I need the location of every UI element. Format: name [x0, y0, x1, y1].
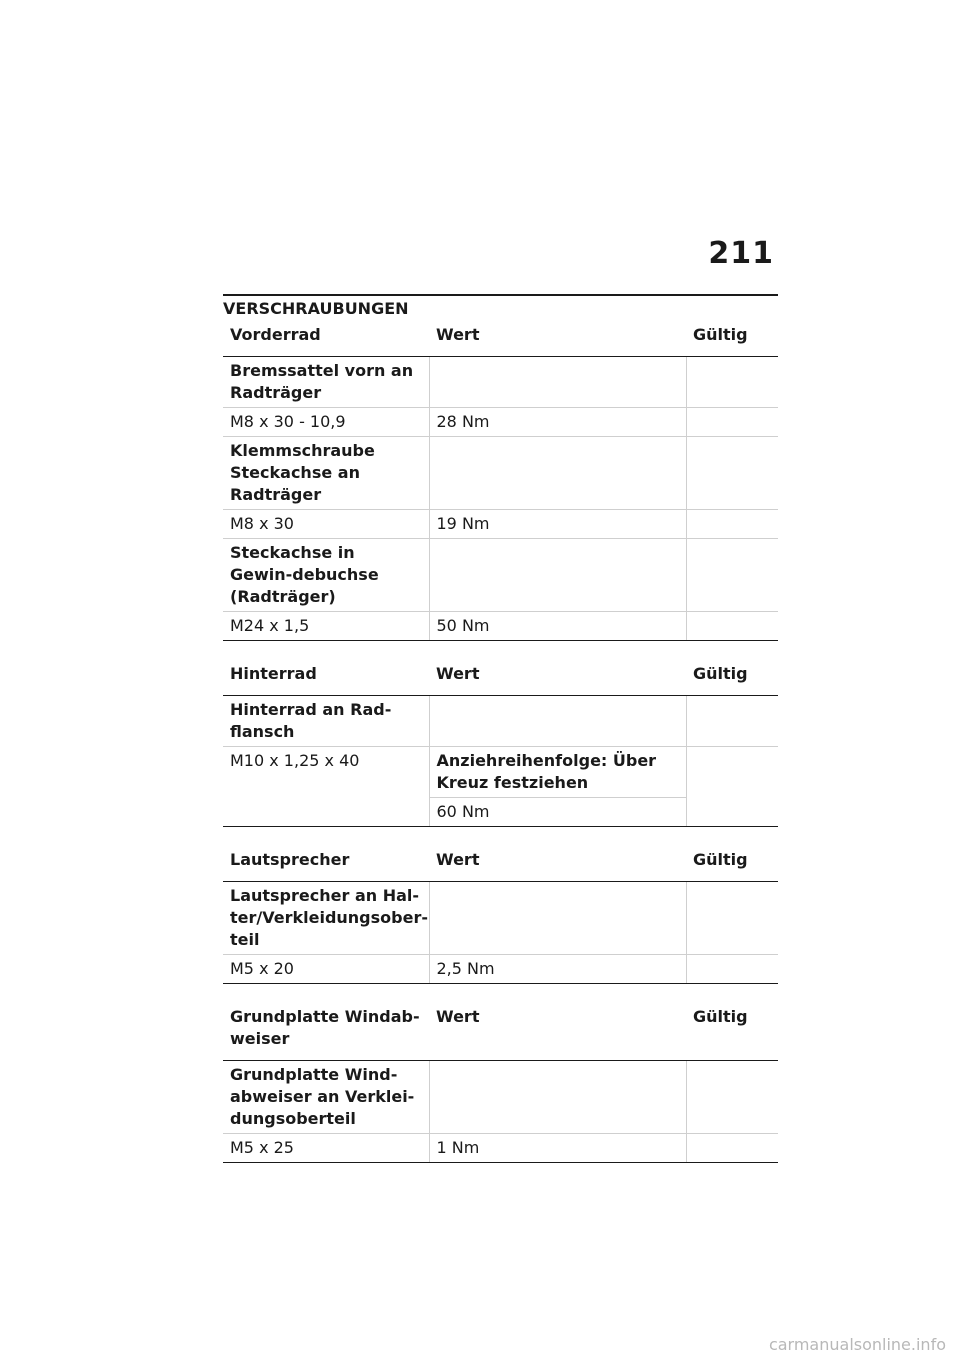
component-cell: Steckachse in Gewin-debuchse (Radträger) — [223, 539, 429, 612]
header-valid: Gültig — [686, 318, 778, 357]
value-cell — [429, 696, 686, 747]
component-cell: Bremssattel vorn an Radträger — [223, 357, 429, 408]
spec-cell: M8 x 30 - 10,9 — [223, 408, 429, 437]
table-row — [223, 437, 778, 510]
torque-tables — [223, 318, 778, 1163]
valid-cell — [686, 408, 778, 437]
component-cell: Grundplatte Wind-abweiser an Verklei-dungsoberteil — [223, 1061, 429, 1134]
valid-cell — [686, 696, 778, 747]
valid-cell — [686, 612, 778, 641]
table-row — [223, 882, 778, 955]
value-cell — [429, 357, 686, 408]
spec-cell: M5 x 25 — [223, 1134, 429, 1163]
value-cell — [429, 437, 686, 510]
table-row — [223, 696, 778, 747]
valid-cell — [686, 747, 778, 827]
value-cell: 1 Nm — [429, 1134, 686, 1163]
table-hinterrad — [223, 657, 778, 827]
value-cell: 2,5 Nm — [429, 955, 686, 984]
component-cell: Klemmschraube Steckachse an Radträger — [223, 437, 429, 510]
value-cell: 19 Nm — [429, 510, 686, 539]
table-row — [223, 612, 778, 641]
header-component: Grundplatte Windab-weiser — [223, 1000, 429, 1061]
value-cell: 60 Nm — [429, 798, 686, 827]
header-component: Lautsprecher — [223, 843, 429, 882]
table-vorderrad — [223, 318, 778, 641]
header-valid: Gültig — [686, 657, 778, 696]
component-cell: Hinterrad an Rad-flansch — [223, 696, 429, 747]
table-header-row — [223, 1000, 778, 1061]
table-lautsprecher — [223, 843, 778, 984]
table-header-row — [223, 318, 778, 357]
header-valid: Gültig — [686, 843, 778, 882]
header-value: Wert — [429, 1000, 686, 1061]
header-value: Wert — [429, 318, 686, 357]
value-cell — [429, 539, 686, 612]
valid-cell — [686, 1061, 778, 1134]
spec-cell: M10 x 1,25 x 40 — [223, 747, 429, 827]
table-row — [223, 1061, 778, 1134]
table-row — [223, 955, 778, 984]
valid-cell — [686, 437, 778, 510]
table-row — [223, 357, 778, 408]
component-cell: Lautsprecher an Hal-ter/Verkleidungsober-teil — [223, 882, 429, 955]
table-row — [223, 1134, 778, 1163]
valid-cell — [686, 955, 778, 984]
table-row — [223, 510, 778, 539]
table-row — [223, 747, 778, 798]
valid-cell — [686, 357, 778, 408]
table-header-row — [223, 657, 778, 696]
page-number: 211 — [708, 236, 774, 271]
table-header-row — [223, 843, 778, 882]
spec-cell: M5 x 20 — [223, 955, 429, 984]
header-component: Vorderrad — [223, 318, 429, 357]
watermark: carmanualsonline.info — [768, 1335, 946, 1354]
value-cell — [429, 1061, 686, 1134]
header-value: Wert — [429, 657, 686, 696]
value-cell: 28 Nm — [429, 408, 686, 437]
table-row — [223, 408, 778, 437]
section-divider — [223, 294, 778, 296]
spec-cell: M8 x 30 — [223, 510, 429, 539]
valid-cell — [686, 882, 778, 955]
header-component: Hinterrad — [223, 657, 429, 696]
header-valid: Gültig — [686, 1000, 778, 1061]
value-cell: 50 Nm — [429, 612, 686, 641]
value-cell — [429, 882, 686, 955]
spec-cell: M24 x 1,5 — [223, 612, 429, 641]
valid-cell — [686, 510, 778, 539]
table-row — [223, 539, 778, 612]
header-value: Wert — [429, 843, 686, 882]
valid-cell — [686, 1134, 778, 1163]
section-title: VERSCHRAUBUNGEN — [223, 299, 409, 318]
valid-cell — [686, 539, 778, 612]
tightening-note-cell: Anziehreihenfolge: Über Kreuz festziehen — [429, 747, 686, 798]
table-grundplatte — [223, 1000, 778, 1163]
